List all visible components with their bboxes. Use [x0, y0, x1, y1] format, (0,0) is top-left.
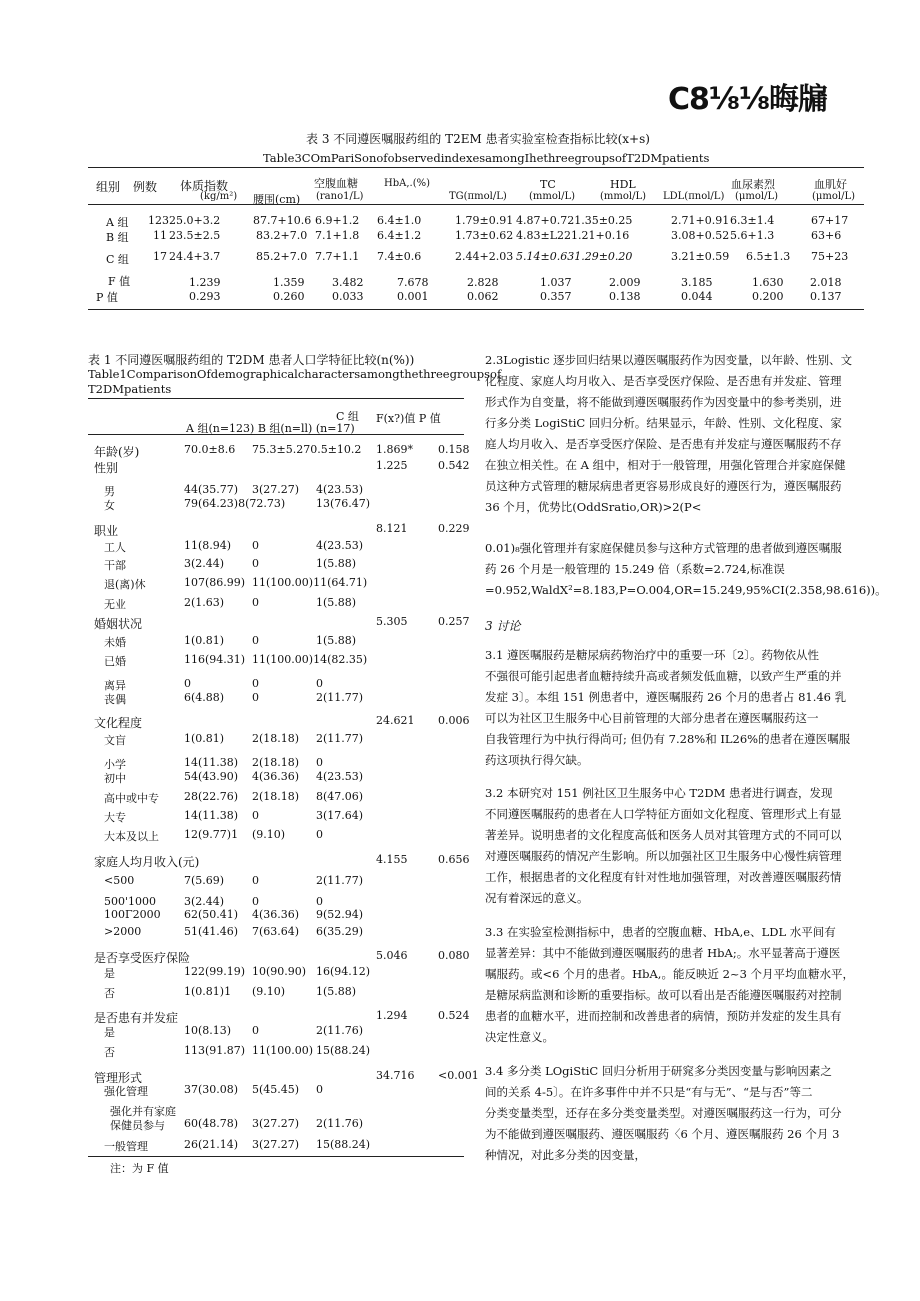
t3-h-cr-unit: (μmol/L)	[812, 191, 856, 202]
row-label: 婚姻状况	[94, 617, 143, 631]
text-line: 分类变量类型，还存在多分类变量类型。对遵医嘱服药这一行为，可分	[485, 1106, 842, 1120]
t3-cell: 67+17	[811, 214, 849, 227]
text-line: 行多分类 LogiStiC 回归分析。结果显示，年龄、性别、文化程度、家	[485, 416, 842, 430]
t3-cell: 0.357	[540, 290, 572, 303]
t3-cell: 0.062	[467, 290, 499, 303]
t3-cell: 6.4±1.2	[377, 229, 422, 242]
cell-a: 51(41.46)	[184, 925, 239, 938]
cell-c: 8(47.06)	[316, 790, 364, 803]
cell-p: 0.257	[438, 615, 470, 628]
t3-cell: 123	[148, 214, 169, 227]
row-label: 文盲	[104, 734, 126, 747]
table1-top-rule	[88, 398, 464, 399]
table3-title-en: Table3COmPariSonofobservedindexesamongIhethreegroupsofT2DMpatients	[263, 151, 710, 165]
t3-cell: 7.1+1.8	[315, 229, 360, 242]
cell-b: 2(18.18)	[252, 756, 300, 769]
cell-b: 75.3±5.270.5±10.2	[252, 443, 362, 456]
cell-a: 28(22.76)	[184, 790, 239, 803]
cell-c: 2(11.77)	[316, 691, 364, 704]
t3-cell: 0.260	[273, 290, 305, 303]
cell-a: 62(50.41)	[184, 908, 239, 921]
text-line: 工作，根据患者的文化程度有针对性地加强管理，对改善遵医嘱服药情	[485, 870, 842, 884]
table1-title-en-2: T2DMpatients	[88, 382, 172, 396]
cell-b: 11(100.00)11(64.71)	[252, 576, 368, 589]
t3-cell: 1.359	[273, 276, 305, 289]
cell-c: 1(5.88)	[316, 557, 357, 570]
t3-cell: 1.037	[540, 276, 572, 289]
row-label: 干部	[104, 559, 126, 572]
cell-p: <0.001	[438, 1069, 479, 1082]
cell-p: 0.524	[438, 1009, 470, 1022]
text-line: 2.3Logistic 逐步回归结果以遵医嘱服药作为因变量，以年龄、性别、文	[485, 353, 853, 367]
table1-title-cn: 表 1 不同遵医嘱服药组的 T2DM 患者人口学特征比较(n(%))	[88, 353, 415, 367]
cell-b: 4(36.36)	[252, 770, 300, 783]
row-label: 是否患有并发症	[94, 1011, 179, 1025]
cell-a: 12(9.77)1	[184, 828, 239, 841]
cell-f: 1.869*	[376, 443, 413, 456]
cell-b: 2(18.18)	[252, 732, 300, 745]
t3-h-bmi: 体质指数	[180, 179, 229, 193]
cell-f: 5.046	[376, 949, 408, 962]
cell-c: 0	[316, 677, 323, 690]
t3-h-hdl: HDL	[610, 178, 636, 191]
text-line: 嘱服药。或<6 个月的患者。HbA,。能反映近 2~3 个月平均血糖水平，	[485, 967, 855, 981]
cell-c: 1(5.88)	[316, 634, 357, 647]
row-label: 强化并有家庭	[110, 1105, 176, 1118]
section-3-heading: 3 讨论	[485, 619, 521, 633]
row-label: 100Γ2000	[104, 908, 161, 921]
cell-b: 0	[252, 809, 259, 822]
row-label: 大本及以上	[104, 830, 159, 843]
row-label: 家庭人均月收入(元)	[94, 855, 200, 869]
row-label: 未婚	[104, 636, 126, 649]
cell-c: 15(88.24)	[316, 1044, 371, 1057]
t1-h-fp: F(x?)值 P 值	[376, 412, 441, 425]
cell-b: 0	[252, 1024, 259, 1037]
row-label: 是否享受医疗保险	[94, 951, 191, 965]
cell-a: 0	[184, 677, 191, 690]
cell-a: 116(94.31)	[184, 653, 246, 666]
t3-cell: 3.08+0.52	[671, 229, 730, 242]
row-label: <500	[104, 874, 135, 887]
table3-title-cn: 表 3 不同遵医嘱服药组的 T2EM 患者实验室检查指标比较(x+s)	[306, 132, 650, 146]
text-line: 在独立相关性。在 A 组中，相对于一般管理，用强化管理合并家庭保健	[485, 458, 846, 472]
t3-cell: 0.200	[752, 290, 784, 303]
text-line: 形式作为自变量，将不能做到遵医嘱服药作为因变量中的参考类别，进	[485, 395, 842, 409]
t3-cell: 17	[153, 250, 167, 263]
cell-a: 14(11.38)	[184, 756, 239, 769]
t3-cell: 4.87+0.721.35±0.25	[516, 214, 633, 227]
t3-cell: 87.7+10.6	[253, 214, 312, 227]
t3-cell: 2.44+2.03	[455, 250, 514, 263]
t3-cell: 1.239	[189, 276, 221, 289]
cell-a: 1(0.81)1	[184, 985, 232, 998]
t3-cell: 0.293	[189, 290, 221, 303]
row-label: 否	[104, 987, 115, 1000]
row-label: 性别	[94, 461, 119, 475]
row-label: 是	[104, 967, 115, 980]
cell-f: 4.155	[376, 853, 408, 866]
t3-cell: 24.4+3.7	[169, 250, 221, 263]
cell-a: 44(35.77)	[184, 483, 239, 496]
cell-p: 0.006	[438, 714, 470, 727]
cell-a: 3(2.44)	[184, 895, 225, 908]
t3-p-label: P 值	[96, 291, 118, 304]
cell-b: 0	[252, 691, 259, 704]
t3-h-hdl-unit: (mmol/L)	[600, 191, 646, 202]
t3-cell: 6.9+1.2	[315, 214, 360, 227]
cell-a: 54(43.90)	[184, 770, 239, 783]
cell-p: 0.080	[438, 949, 470, 962]
cell-b: 11(100.00)14(82.35)	[252, 653, 368, 666]
cell-b: 3(27.27)	[252, 1117, 300, 1130]
cell-b: (9.10)	[252, 828, 286, 841]
para-3-4	[485, 1061, 842, 1166]
row-label: 年龄(岁)	[94, 445, 140, 459]
cell-c: 0	[316, 828, 323, 841]
cell-c: 2(11.77)	[316, 732, 364, 745]
cell-c: 3(17.64)	[316, 809, 364, 822]
text-line: 药 26 个月是一般管理的 15.249 倍（系数=2.724,标准误	[485, 562, 785, 576]
text-line: 患者的血糖水平，进而控制和改善患者的病情，预防并发症的发生具有	[485, 1009, 842, 1023]
para-3-1	[485, 645, 850, 771]
cell-a: 7(5.69)	[184, 874, 225, 887]
cell-b: 0	[252, 596, 259, 609]
t3-h-fpg-unit: (rano1/L)	[316, 191, 364, 202]
para-3-2	[485, 783, 842, 909]
t3-cell: 7.7+1.1	[315, 250, 360, 263]
journal-logo: C8⅛⅛晦牖	[668, 82, 827, 117]
t3-cell: 75+23	[811, 250, 849, 263]
text-line: 可以为社区卫生服务中心目前管理的大部分患者在遵医嘱服药这一	[485, 711, 819, 725]
cell-f: 24.621	[376, 714, 415, 727]
cell-c: 16(94.12)	[316, 965, 371, 978]
text-line: 显著差异：其中不能做到遵医嘱服药的患者 HbA;。水平显著高于遵医	[485, 946, 841, 960]
t3-cell: 7.678	[397, 276, 429, 289]
t3-h-bun: 血尿素烈	[731, 178, 775, 191]
t3-h-hba1c: HbA,.(%)	[384, 178, 431, 189]
cell-c: 4(23.53)	[316, 539, 364, 552]
row-label: 已婚	[104, 655, 126, 668]
cell-p: 0.229	[438, 522, 470, 535]
row-label: 职业	[94, 524, 119, 538]
t3-cell: 0.001	[397, 290, 429, 303]
t3-cell: 4.83±L221.21+0.16	[516, 229, 630, 242]
t3-cell: 1.630	[752, 276, 784, 289]
row-label: 丧偶	[104, 693, 126, 706]
t3-h-bmi-unit: (kg/m²)	[200, 191, 238, 202]
row-label: 一般管理	[104, 1140, 148, 1153]
cell-a: 3(2.44)	[184, 557, 225, 570]
t3-cell: B 组	[106, 231, 129, 244]
t3-h-fpg: 空腹血糖	[314, 177, 358, 190]
cell-b: 11(100.00)	[252, 1044, 314, 1057]
row-label: 工人	[104, 541, 126, 554]
text-line: 间的关系 4-5〕。在许多事件中并不只是“有与无”、“是与否”等二	[485, 1085, 813, 1099]
t3-cell: 23.5±2.5	[169, 229, 221, 242]
para-2-3	[485, 350, 852, 518]
t3-cell: A 组	[106, 216, 129, 229]
row-label: >2000	[104, 925, 142, 938]
text-line: 员这种方式管理的糖尿病患者更容易形成良好的遵医行为，遵医嘱服药	[485, 479, 842, 493]
table1-bottom-rule	[88, 1156, 464, 1157]
cell-c: 15(88.24)	[316, 1138, 371, 1151]
t3-h-tg: TG(πmol/L)	[449, 191, 507, 202]
t3-h-group: 组别	[96, 180, 121, 194]
t3-h-n: 例数	[133, 180, 158, 194]
cell-b: 0	[252, 874, 259, 887]
table1-header-rule	[88, 434, 464, 435]
cell-a: 37(30.08)	[184, 1083, 239, 1096]
t3-cell: 2.009	[609, 276, 641, 289]
cell-a: 1(0.81)	[184, 732, 225, 745]
cell-c: 4(23.53)	[316, 483, 364, 496]
text-line: 3.3 在实验室检测指标中，患者的空腹血糖、HbA,e、LDL 水平间有	[485, 925, 836, 939]
text-line: 3.4 多分类 LOgiStiC 回归分析用于研窕多分类因变量与影响因素之	[485, 1064, 832, 1078]
text-line: 发症 3〕。本组 151 例患者中，遵医嘱服药 26 个月的患者占 81.46 乳	[485, 690, 847, 704]
t3-cell: 0.033	[332, 290, 364, 303]
cell-a: 26(21.14)	[184, 1138, 239, 1151]
cell-c: 1(5.88)	[316, 596, 357, 609]
cell-b: 0	[252, 557, 259, 570]
row-label: 离异	[104, 679, 126, 692]
t3-cell: 3.482	[332, 276, 364, 289]
t3-cell: 0.044	[681, 290, 713, 303]
cell-a: 11(8.94)	[184, 539, 232, 552]
t1-h-c: C 组	[336, 410, 359, 423]
cell-b: 10(90.90)	[252, 965, 307, 978]
t3-h-tc: TC	[540, 178, 556, 191]
t3-cell: 11	[153, 229, 167, 242]
cell-a: 2(1.63)	[184, 596, 225, 609]
cell-a: 107(86.99)	[184, 576, 246, 589]
text-line: 3.2 本研究对 151 例社区卫生服务中心 T2DM 患者进行调查，发现	[485, 786, 833, 800]
t3-cell: 0.138	[609, 290, 641, 303]
text-line: 是糖尿病监测和诊断的重要指标。故可以看出是否能遵医嘱服药对控制	[485, 988, 842, 1002]
row-label: 否	[104, 1046, 115, 1059]
t3-cell: 1.79±0.91	[455, 214, 514, 227]
t3-cell: 85.2+7.0	[256, 250, 308, 263]
t3-cell: 0.137	[810, 290, 842, 303]
text-line: =0.952,WaldX²=8.183,P=O.004,OR=15.249,95%CI(2.358,98.616))。	[485, 583, 887, 597]
text-line: 著差异。说明患者的文化程度高低和医务人员对其管理方式的不同可以	[485, 828, 842, 842]
text-line: 36 个月，优势比(OddSratio,OR)>2(P<	[485, 500, 702, 514]
cell-a: 122(99.19)	[184, 965, 246, 978]
t3-f-label: F 值	[108, 275, 131, 288]
cell-c: 2(11.77)	[316, 874, 364, 887]
row-label: 500'1000	[104, 895, 157, 908]
text-line: 不强很可能引起患者血糖持续升高或者频发低血糖，以致产生严重的并	[485, 669, 842, 683]
cell-f: 34.716	[376, 1069, 415, 1082]
t3-cell: C 组	[106, 253, 129, 266]
row-label: 大专	[104, 811, 126, 824]
cell-b: 5(45.45)	[252, 1083, 300, 1096]
t3-h-bun-unit: (μmol/L)	[735, 191, 779, 202]
cell-p: 0.542	[438, 459, 470, 472]
t3-cell: 2.71+0.91	[671, 214, 730, 227]
cell-c: 4(23.53)	[316, 770, 364, 783]
cell-b: 0	[252, 634, 259, 647]
t3-cell: 6.5±1.3	[746, 250, 791, 263]
cell-a: 6(4.88)	[184, 691, 225, 704]
t3-h-waist: 腰围(cm)	[253, 193, 301, 206]
cell-c: 9(52.94)	[316, 908, 364, 921]
text-line: 种情况，对此多分类的因变量，	[485, 1148, 646, 1162]
row-label: 初中	[104, 772, 126, 785]
t3-cell: 5.6+1.3	[730, 229, 775, 242]
cell-c: 13(76.47)	[316, 497, 371, 510]
t3-cell: 6.4±1.0	[377, 214, 422, 227]
t3-cell: 3.185	[681, 276, 713, 289]
cell-c: 6(35.29)	[316, 925, 364, 938]
t3-cell: 7.4±0.6	[377, 250, 422, 263]
t3-cell: 1.73±0.62	[455, 229, 514, 242]
table1-title-en: Table1ComparisonOfdemographicalcharactersamongthethreegroupsof	[88, 367, 502, 381]
cell-f: 1.225	[376, 459, 408, 472]
t1-h-ab: A 组(n=123) B 组(n=ll) (n=17)	[186, 422, 355, 435]
cell-f: 5.305	[376, 615, 408, 628]
cell-b: 0	[252, 895, 259, 908]
cell-c: 2(11.76)	[316, 1117, 364, 1130]
table3-header-rule	[88, 204, 864, 205]
text-line: 对遵医嘱服药的情况产生影响。所以加强社区卫生服务中心慢性病管理	[485, 849, 842, 863]
text-line: 自我管理行为中执行得尚可; 但仍有 7.28%和 IL26%的患者在遵医嘱服	[485, 732, 851, 746]
row-label: 文化程度	[94, 716, 143, 730]
row-label: 女	[104, 499, 115, 512]
para-3-3	[485, 922, 854, 1048]
text-line: 药这项执行得欠缺。	[485, 753, 589, 767]
cell-f: 1.294	[376, 1009, 408, 1022]
cell-a: 14(11.38)	[184, 809, 239, 822]
t3-h-ldl: LDL(πnol/L)	[663, 191, 725, 202]
t3-cell: 5.14±0.631.29±0.20	[516, 250, 633, 263]
text-line: 3.1 遵医嘱服药是糖尿病药物治疗中的重要一环〔2〕。药物依从性	[485, 648, 820, 662]
row-label: 保健员参与	[110, 1119, 165, 1132]
t3-cell: 2.018	[810, 276, 842, 289]
cell-a: 60(48.78)	[184, 1117, 239, 1130]
cell-c: 0	[316, 756, 323, 769]
text-line: 不同遵医嘱服药的患者在人口学特征方面如文化程度、管理形式上有显	[485, 807, 842, 821]
text-line: 为不能做到遵医嘱服药、遵医嘱服药〈6 个月、遵医嘱服药 26 个月 3	[485, 1127, 840, 1141]
row-label: 男	[104, 485, 115, 498]
cell-c: 0	[316, 895, 323, 908]
t3-cell: 6.3±1.4	[730, 214, 775, 227]
cell-c: 1(5.88)	[316, 985, 357, 998]
cell-f: 8.121	[376, 522, 408, 535]
cell-b: 3(27.27)	[252, 483, 300, 496]
t3-cell: 2.828	[467, 276, 499, 289]
table1-note: 注：为 F 值	[110, 1162, 169, 1175]
text-line: 况有着深远的意义。	[485, 891, 589, 905]
cell-b: 0	[252, 539, 259, 552]
cell-b: 2(18.18)	[252, 790, 300, 803]
t3-cell: 3.21±0.59	[671, 250, 730, 263]
cell-b: 3(27.27)	[252, 1138, 300, 1151]
cell-a: 70.0±8.6	[184, 443, 236, 456]
row-label: 是	[104, 1026, 115, 1039]
text-line: 庭人均月收入、是否享受医疗保险、是否患有并发症与遵医嘱服药不存	[485, 437, 842, 451]
t3-cell: 25.0+3.2	[169, 214, 221, 227]
row-label: 无业	[104, 598, 126, 611]
cell-a: 113(91.87)	[184, 1044, 246, 1057]
text-line: 决定性意义。	[485, 1030, 554, 1044]
para-2-3-cont	[485, 538, 887, 601]
cell-p: 0.158	[438, 443, 470, 456]
cell-c: 0	[316, 1083, 323, 1096]
t3-cell: 63+6	[811, 229, 842, 242]
cell-a: 79(64.23)8(72.73)	[184, 497, 286, 510]
t3-h-cr: 血肌好	[814, 178, 847, 191]
row-label: 小学	[104, 758, 126, 771]
text-line: 0.01)₈强化管理并有家庭保健员参与这种方式管理的患者做到遵医嘱服	[485, 541, 842, 555]
cell-c: 2(11.76)	[316, 1024, 364, 1037]
t3-h-tc-unit: (mmol/L)	[529, 191, 575, 202]
cell-a: 1(0.81)	[184, 634, 225, 647]
cell-a: 10(8.13)	[184, 1024, 232, 1037]
cell-p: 0.656	[438, 853, 470, 866]
table3-top-rule	[88, 167, 864, 168]
cell-b: (9.10)	[252, 985, 286, 998]
text-line: 化程度、家庭人均月收入、是否享受医疗保险、是否患有并发症、管理	[485, 374, 842, 388]
row-label: 强化管理	[104, 1085, 148, 1098]
row-label: 管理形式	[94, 1071, 143, 1085]
cell-b: 7(63.64)	[252, 925, 300, 938]
cell-b: 0	[252, 677, 259, 690]
t3-cell: 83.2+7.0	[256, 229, 308, 242]
cell-b: 4(36.36)	[252, 908, 300, 921]
table3-bottom-rule	[88, 309, 864, 310]
row-label: 高中或中专	[104, 792, 159, 805]
row-label: 退(离)休	[104, 578, 146, 591]
